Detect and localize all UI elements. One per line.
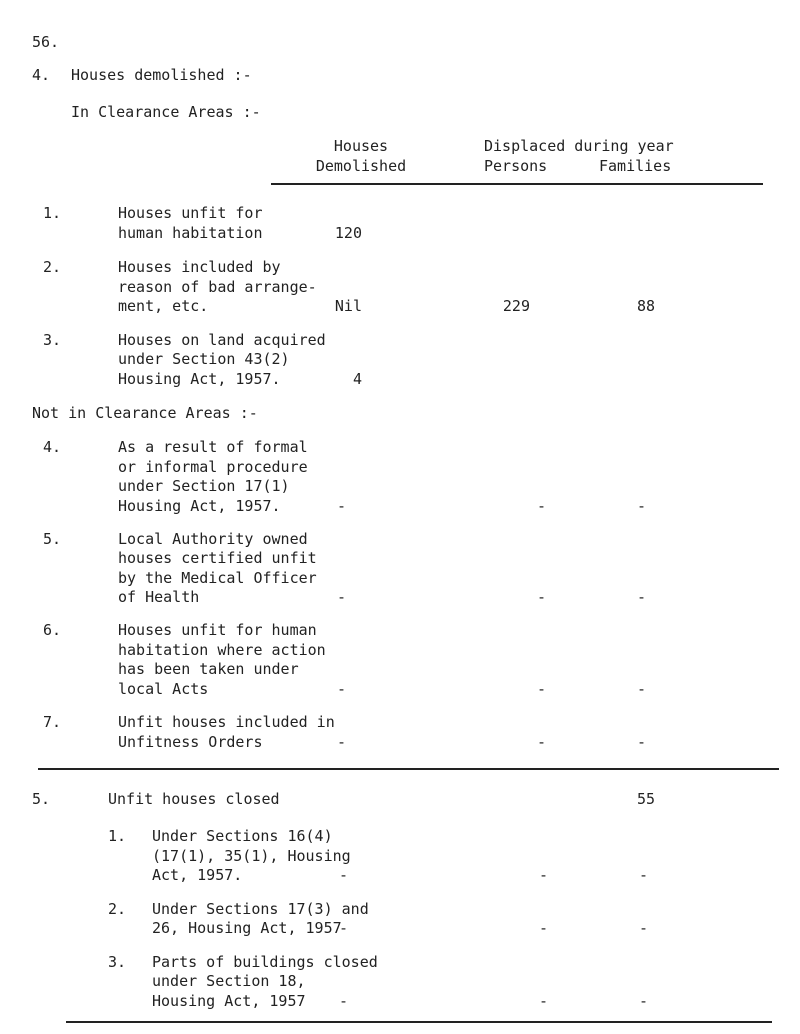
col-persons: Persons [484,157,548,175]
closed-section-title: Unfit houses closed [108,790,280,808]
houses-value: Nil [334,297,362,315]
families-value: 88 [636,297,655,315]
item-text-line: Parts of buildings closed [152,953,378,971]
item-text-line: (17(1), 35(1), Housing [152,847,351,865]
item-text-line: Under Sections 17(3) and [152,900,369,918]
houses-value: - [337,588,347,606]
item-text-line: of Health [118,588,200,606]
houses-value: - [337,680,347,698]
item-text-line: or informal procedure [118,458,308,476]
item-text-line: Houses unfit for human [118,621,317,639]
item-text-line: Houses on land acquired [118,331,326,349]
header-rule [271,183,763,185]
col-displaced-heading: Displaced during year [484,137,674,155]
item-text-line: Houses included by [118,258,281,276]
item-text-line: Housing Act, 1957. [118,497,281,515]
item-text-line: habitation where action [118,641,326,659]
item-text-line: houses certified unfit [118,549,317,567]
bottom-rule [66,1021,772,1023]
families-value: - [639,919,649,937]
page-number: 56. [32,33,60,51]
families-value: - [639,866,649,884]
item-text-line: Act, 1957. [152,866,243,884]
item-text-line: Local Authority owned [118,530,308,548]
persons-value: - [539,992,549,1010]
families-value: - [637,680,647,698]
houses-value: - [337,497,347,515]
item-text-line: 26, Housing Act, 1957 [152,919,342,937]
houses-value: - [339,919,349,937]
item-number: 4. [43,438,62,456]
item-text-line: Housing Act, 1957. [118,370,281,388]
not-clearance-heading: Not in Clearance Areas :- [32,404,258,422]
item-text-line: Unfit houses included in [118,713,335,731]
houses-value: - [339,866,349,884]
families-value: - [637,588,647,606]
item-text-line: under Section 17(1) [118,477,290,495]
item-text-line: under Section 43(2) [118,350,290,368]
item-number: 3. [108,953,127,971]
col-families: Families [599,157,672,175]
item-number: 2. [43,258,62,276]
persons-value: - [537,497,547,515]
clearance-heading: In Clearance Areas :- [71,103,261,121]
houses-value: 120 [334,224,362,242]
families-value: - [637,497,647,515]
item-number: 1. [108,827,127,845]
closed-total: 55 [636,790,655,808]
item-text-line: reason of bad arrange- [118,278,317,296]
section-number: 4. [32,66,51,84]
item-text-line: Housing Act, 1957 [152,992,306,1010]
item-text-line: Unfitness Orders [118,733,263,751]
item-text-line: under Section 18, [152,972,306,990]
persons-value: - [537,680,547,698]
houses-value: - [337,733,347,751]
item-number: 3. [43,331,62,349]
item-number: 6. [43,621,62,639]
item-number: 7. [43,713,62,731]
persons-value: - [537,733,547,751]
item-text-line: Houses unfit for [118,204,263,222]
item-text-line: Under Sections 16(4) [152,827,333,845]
families-value: - [637,733,647,751]
houses-value: 4 [352,370,362,388]
col-houses-line1: Houses [333,137,389,155]
item-number: 1. [43,204,62,222]
persons-value: - [537,588,547,606]
houses-value: - [339,992,349,1010]
persons-value: 229 [502,297,530,315]
closed-section-number: 5. [32,790,51,808]
item-text-line: As a result of formal [118,438,308,456]
families-value: - [639,992,649,1010]
item-text-line: by the Medical Officer [118,569,317,587]
item-number: 5. [43,530,62,548]
item-text-line: human habitation [118,224,263,242]
col-houses-line2: Demolished [315,157,407,175]
item-text-line: ment, etc. [118,297,209,315]
item-text-line: local Acts [118,680,209,698]
item-number: 2. [108,900,127,918]
section-divider-rule [38,768,779,770]
persons-value: - [539,866,549,884]
persons-value: - [539,919,549,937]
item-text-line: has been taken under [118,660,299,678]
section-title: Houses demolished :- [71,66,252,84]
